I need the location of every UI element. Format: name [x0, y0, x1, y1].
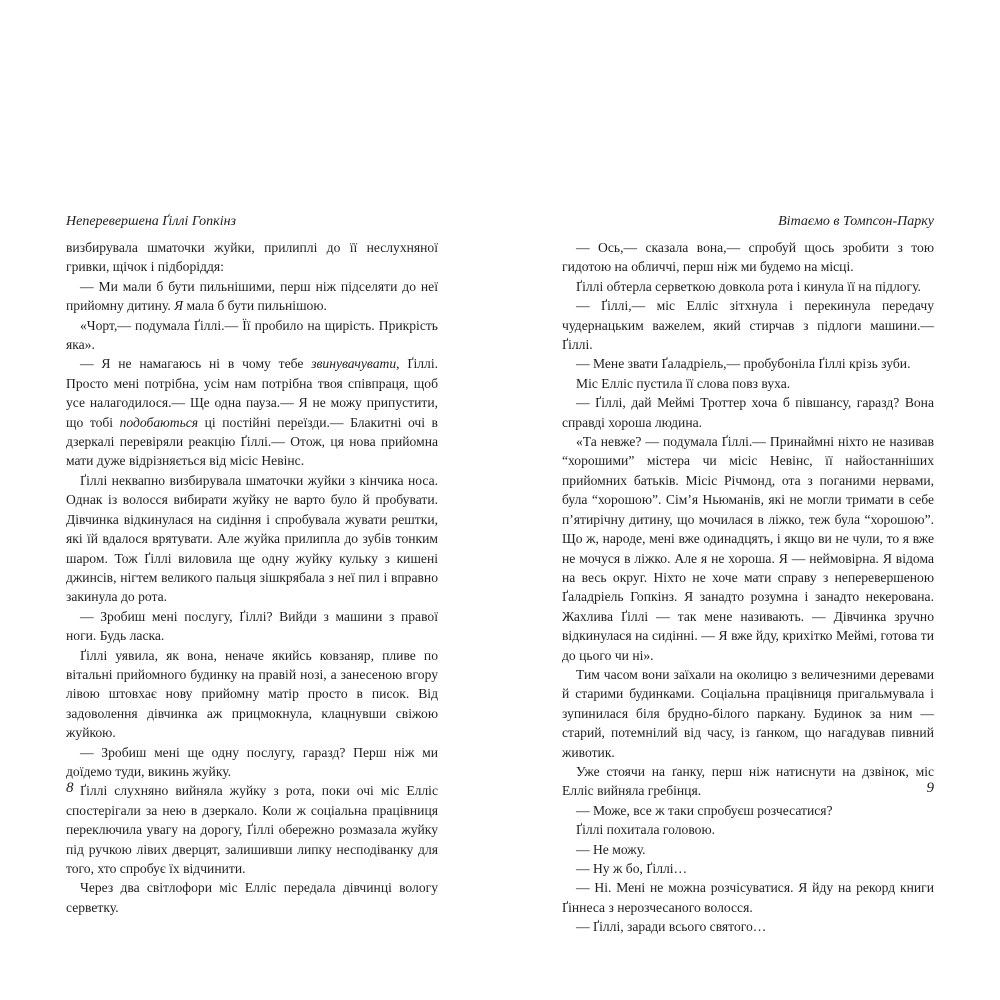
left-paragraph-4: — Я не намагаюсь ні в чому тебе звинувачувати, Ґіллі. Просто мені потрібна, усім нам потрібна твоя співпраця, щоб усе налагодилося.— Ще одна пауза.— Я не можу припустити, що тобі подобаються ці постійні переїзди.— Блакитні очі в дзеркалі перевіряли реакцію Ґіллі.— Отож, ця нова прийомна мати дуже відрізняється від місіс Невінс. — [66, 356, 438, 469]
left-paragraph-9: Ґіллі слухняно вийняла жуйку з рота, поки очі міс Елліс спостерігали за нею в дзеркало. Коли ж соціальна працівниця переключила увагу на дорогу, Ґіллі обережно розмазала жуйку під ручкою лівих дверцят, залишивши липку несподіванку для того, хто спробує їх відчинити. — [66, 783, 438, 876]
right-paragraph-11: Ґіллі похитала головою. — [576, 822, 716, 838]
right-body-text — [562, 238, 934, 937]
left-running-head: Неперевершена Ґіллі Гопкінз — [66, 214, 237, 229]
right-paragraph-5: Міс Елліс пустила її слова повз вуха. — [576, 375, 791, 391]
right-paragraph-7: «Та невже? — подумала Ґіллі.— Принаймні ніхто не називав “хорошими” містера чи місіс Невінс, її найостанніших прийомних батьків. Місіс Річмонд, ота з поганими нервами, була “хорошою”. Сім’я Ньюманів, які не могли тримати в себе п’ятирічну дитину, що мочилася в ліжко, теж була “хорошою”. Що ж, народе, мені вже одинадцять, і якщо ви не чули, то я вже не мочуся в ліжко. Але я не хороша. Я — неймовірна. Я відома на весь округ. Ніхто не хоче мати справу з неперевершеною Ґаладріель Гопкінз. Я занадто розумна і занадто некерована. Жахлива Ґіллі — так мене називають. — Дівчинка зручно відкинулася на сидінні. — Я вже йду, крихітко Меймі, готова ти до цього чи ні». — [562, 434, 934, 663]
right-page-number: 9 — [926, 780, 934, 796]
right-page — [562, 212, 934, 935]
right-running-head: Вітаємо в Томпсон-Парку — [778, 214, 934, 229]
right-paragraph-9: Уже стоячи на ґанку, перш ніж натиснути на дзвінок, міс Елліс вийняла гребінця. — [562, 763, 934, 799]
italic-word: подобаються — [119, 414, 199, 430]
right-paragraph-3: — Ґіллі,— міс Елліс зітхнула і перекинула передачу чудернацьким важелем, який стирчав з підлоги машини.— Ґіллі. — [562, 298, 934, 353]
right-paragraph-13: — Ну ж бо, Ґіллі… — [576, 861, 688, 876]
right-paragraph-14: — Ні. Мені не можна розчісуватися. Я йду на рекорд книги Ґіннеса з нерозчесаного волосся. — [562, 880, 934, 915]
right-paragraph-2: Ґіллі обтерла серветкою довкола рота і кинула її на підлогу. — [576, 278, 921, 294]
left-paragraph-2 — [66, 277, 438, 316]
left-paragraph-8: — Зробиш мені ще одну послугу, гаразд? Перш ніж ми доїдемо туди, викинь жуйку. — [66, 744, 438, 779]
right-paragraph-15: — Ґіллі, заради всього святого… — [576, 919, 767, 935]
left-paragraph-10: Через два світлофори міс Елліс передала дівчинці вологу серветку. — [66, 880, 438, 915]
left-paragraph-2-text: — Ми мали б бути пильнішими, перш ніж підселяти до неї прийомну дитину. Я мала б бути пильнішою. — [66, 278, 438, 314]
left-paragraph-6: — Зробиш мені послугу, Ґіллі? Вийди з машини з правої ноги. Будь ласка. — [66, 608, 438, 644]
right-paragraph-4: — Мене звати Ґаладріель,— пробубоніла Ґіллі крізь зуби. — [576, 356, 911, 372]
italic-word: Я — [174, 298, 184, 314]
right-paragraph-6: — Ґіллі, дай Меймі Троттер хоча б півшансу, гаразд? Вона справді хороша людина. — [562, 395, 934, 430]
right-paragraph-10: — Може, все ж таки спробуєш розчесатися? — [576, 802, 833, 818]
left-body-text — [66, 238, 438, 917]
right-paragraph-8: Тим часом вони заїхали на околицю з величезними деревами й старими будинками. Соціальна працівниця пригальмувала і зупинилася біля брудно-білого паркану. Будинок за ним — старий, потемнілий від часу, із ґанком, що нагадував пивний животик. — [562, 666, 934, 760]
right-paragraph-12: — Не можу. — [576, 841, 646, 857]
left-paragraph-5: Ґіллі неквапно визбирувала шматочки жуйки з кінчика носа. Однак із волосся вибирати жуйку не варто було й пробувати. Дівчинка відкинулася на сидіння і спробувала жувати рештки, які їй вдалося врятувати. Але жуйка прилипла до зубів тонким шаром. Тож Ґіллі виловила ще одну жуйку кульку з кишені джинсів, нігтем великого пальця зішкрябала з неї пил і вправно закинула до рота. — [66, 472, 438, 605]
left-paragraph-3: «Чорт,— подумала Ґіллі.— Її пробило на щирість. Прикрість яка». — [66, 317, 438, 353]
left-page-number: 8 — [66, 780, 74, 796]
left-paragraph-7: Ґіллі уявила, як вона, неначе якийсь ковзаняр, пливе по вітальні прийомного будинку на правій нозі, а занесеною вгору лівою штовхає нову прийомну матір просто в писок. Від задоволення дівчинка аж прицмокнула, клацнувши свіжою жуйкою. — [66, 647, 438, 741]
left-paragraph-1: визбирувала шматочки жуйки, прилиплі до її неслухняної гривки, щічок і підборіддя: — [66, 240, 438, 275]
italic-word: звинувачувати — [311, 356, 397, 372]
left-page — [66, 212, 438, 915]
right-paragraph-1: — Ось,— сказала вона,— спробуй щось зробити з тою гидотою на обличчі, перш ніж ми будемо на місці. — [562, 240, 934, 275]
